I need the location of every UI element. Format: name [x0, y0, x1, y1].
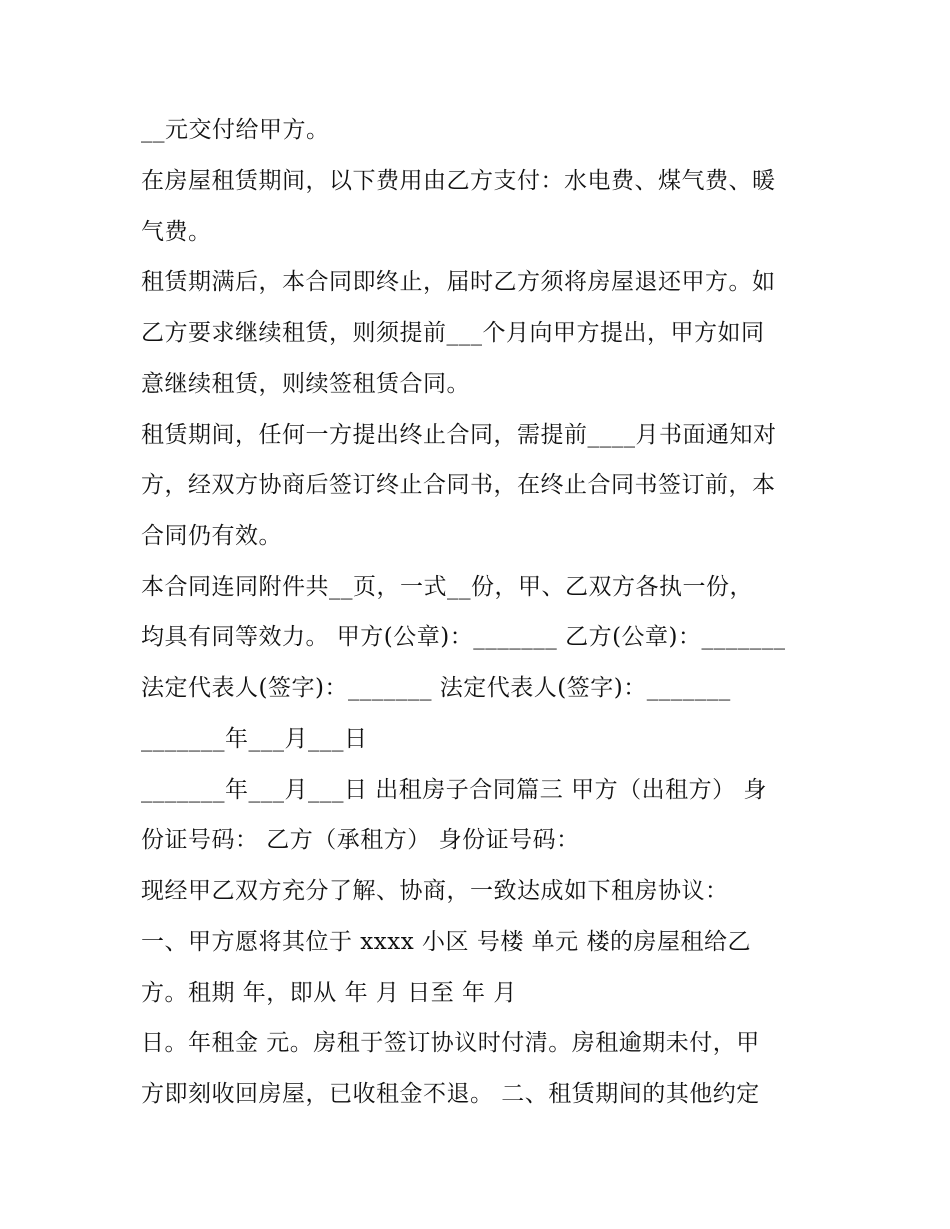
text-line: 合同仍有效。 — [141, 523, 282, 549]
text-line: 方，经双方协商后签订终止合同书，在终止合同书签订前，本 — [141, 472, 776, 498]
text-line: _______年___月___日 — [141, 726, 368, 752]
text-line: 租赁期间，任何一方提出终止合同，需提前____月书面通知对 — [141, 422, 777, 448]
text-line: 现经甲乙双方充分了解、协商，一致达成如下租房协议： — [141, 878, 729, 904]
text-line: 一、甲方愿将其位于 xxxx 小区 号楼 单元 楼的房屋租给乙 — [141, 929, 751, 955]
text-line: 方。租期 年，即从 年 月 日至 年 月 — [141, 980, 517, 1006]
text-line: __元交付给甲方。 — [141, 117, 330, 143]
text-line: _______年___月___日 出租房子合同篇三 甲方（出租方） 身 — [141, 777, 767, 803]
text-line: 租赁期满后，本合同即终止，届时乙方须将房屋退还甲方。如 — [141, 269, 776, 295]
text-line: 本合同连同附件共__页，一式__份，甲、乙双方各执一份， — [141, 574, 753, 600]
text-line: 意继续租赁，则续签租赁合同。 — [141, 371, 470, 397]
text-line: 气费。 — [141, 219, 212, 245]
text-line: 日。年租金 元。房租于签订协议时付清。房租逾期未付，甲 — [141, 1030, 760, 1056]
text-line: 法定代表人(签字)：_______ 法定代表人(签字)：_______ — [141, 675, 731, 701]
text-line: 均具有同等效力。 甲方(公章)：_______ 乙方(公章)：_______ — [141, 624, 786, 650]
text-line: 方即刻收回房屋，已收租金不退。 二、租赁期间的其他约定 — [141, 1081, 760, 1107]
text-line: 份证号码： 乙方（承租方） 身份证号码： — [141, 827, 580, 853]
text-line: 乙方要求继续租赁，则须提前___个月向甲方提出，甲方如同 — [141, 320, 765, 346]
text-line: 在房屋租赁期间，以下费用由乙方支付：水电费、煤气费、暖 — [141, 168, 776, 194]
